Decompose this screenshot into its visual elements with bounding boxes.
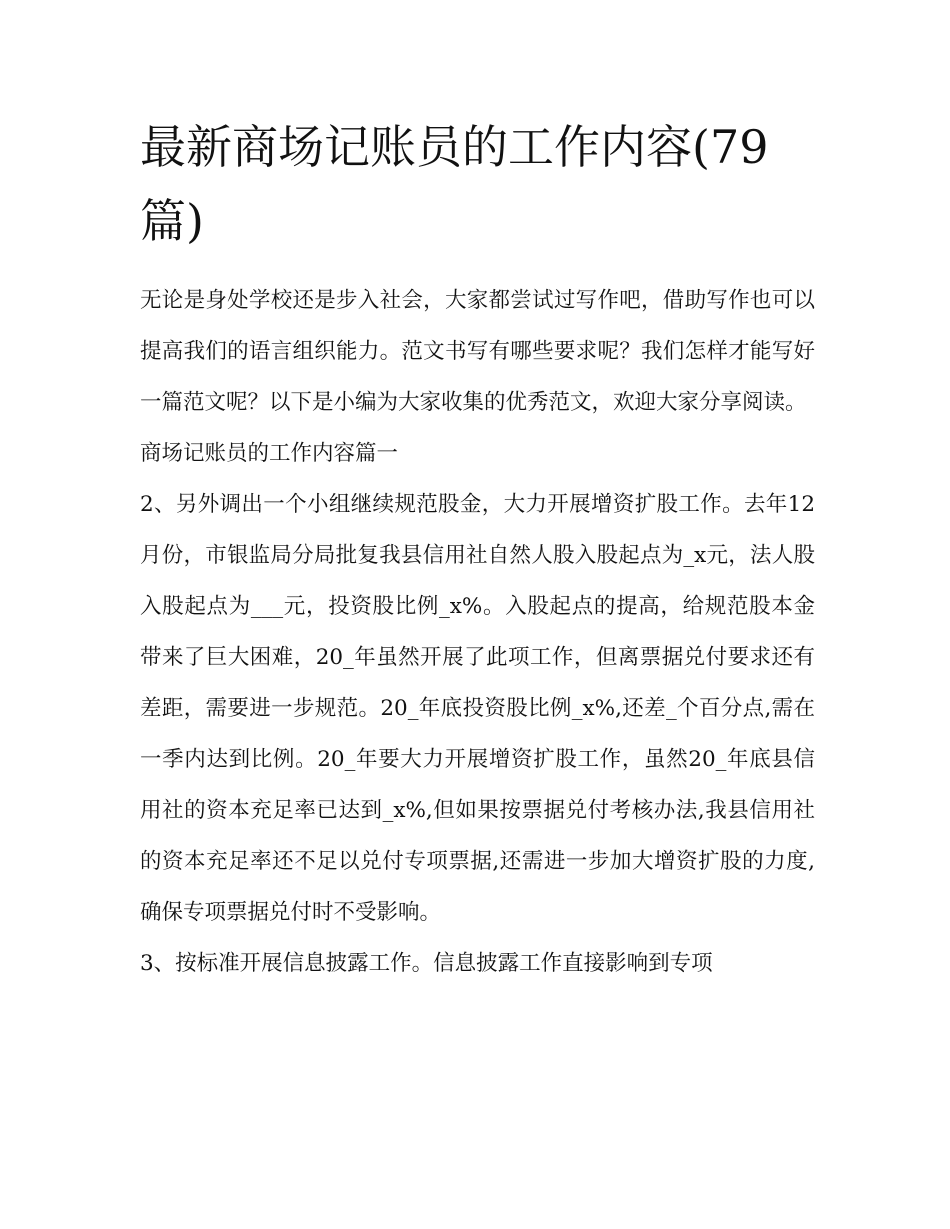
document-body — [140, 275, 815, 989]
body-paragraph-3: 3、按标准开展信息披露工作。信息披露工作直接影响到专项 — [140, 951, 713, 976]
body-paragraph-2: 2、另外调出一个小组继续规范股金，大力开展增资扩股工作。去年12月份，市银监局分局批复我县信用社自然人股入股起点为_x元，法人股入股起点为___元，投资股比例_x%。入股起点的提高，给规范股本金带来了巨大困难，20_年虽然开展了此项工作，但离票据兑付要求还有差距，需要进一步规范。20_年底投资股比例_x%,还差_个百分点,需在一季内达到比例。20_年要大力开展增资扩股工作，虽然20_年底县信用社的资本充足率已达到_x%,但如果按票据兑付考核办法,我县信用社的资本充足率还不足以兑付专项票据,还需进一步加大增资扩股的力度,确保专项票据兑付时不受影响。 — [140, 492, 815, 925]
document-title: 最新商场记账员的工作内容(79篇) — [140, 120, 769, 248]
section-heading: 商场记账员的工作内容篇一 — [140, 441, 399, 466]
intro-paragraph: 无论是身处学校还是步入社会，大家都尝试过写作吧，借助写作也可以提高我们的语言组织能力。范文书写有哪些要求呢？我们怎样才能写好一篇范文呢？以下是小编为大家收集的优秀范文，欢迎大家分享阅读。 — [140, 288, 815, 415]
